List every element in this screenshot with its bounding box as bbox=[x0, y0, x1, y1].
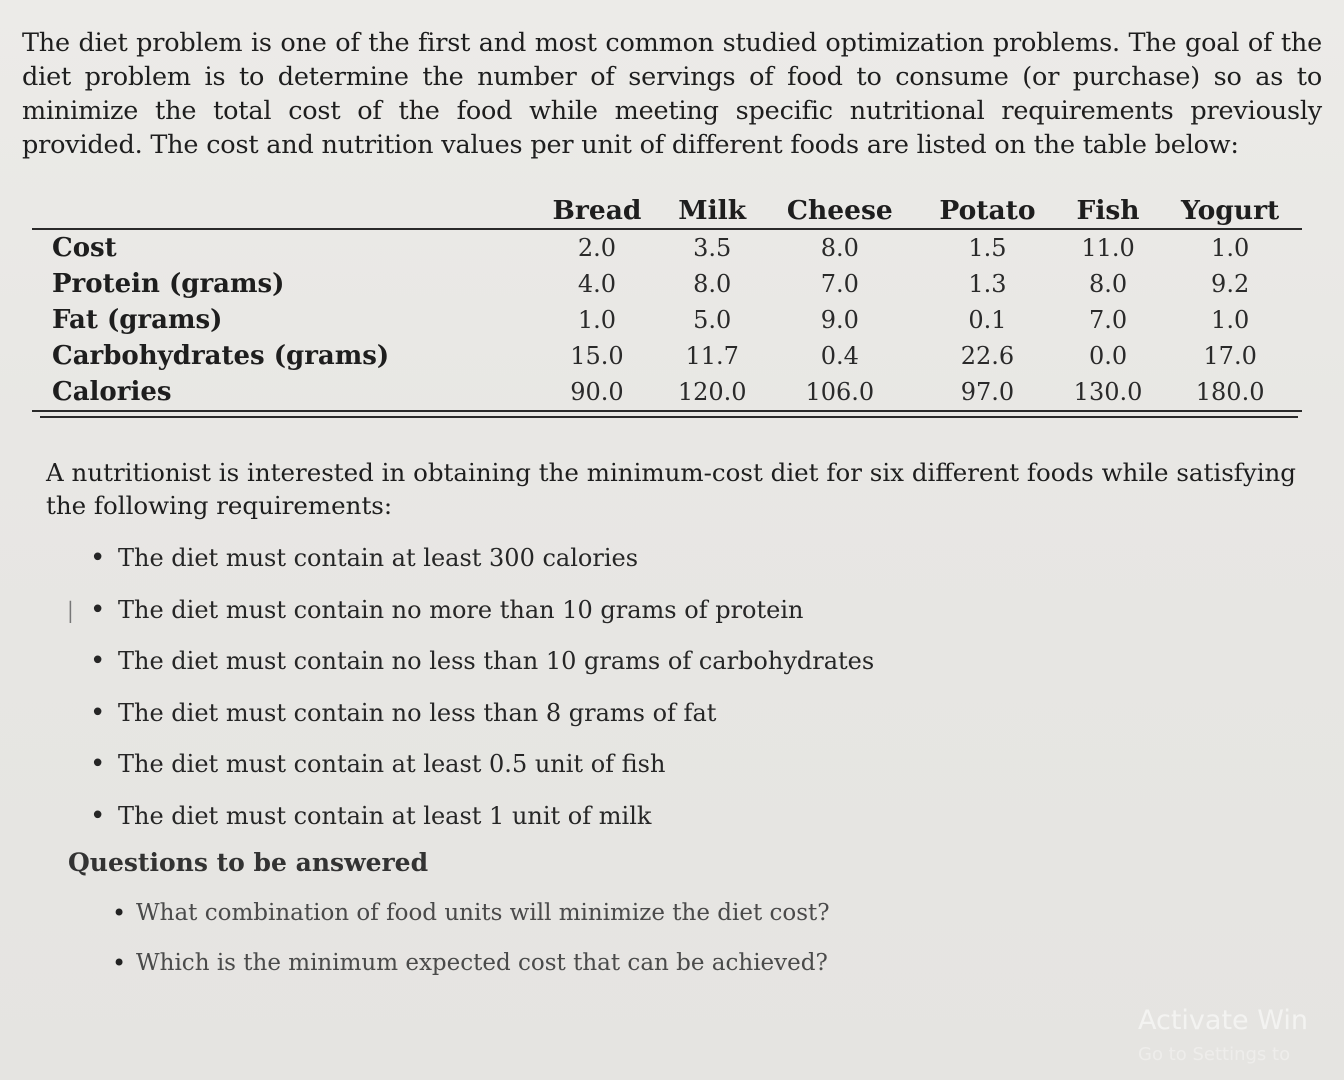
column-header: Bread bbox=[532, 193, 662, 229]
requirements-intro: A nutritionist is interested in obtaining the minimum-cost diet for six different foods while satisfying the following requirements: bbox=[46, 458, 1296, 520]
table-cell: 1.0 bbox=[1211, 234, 1250, 262]
table-cell: 9.0 bbox=[820, 306, 859, 334]
row-label: Calories bbox=[32, 374, 532, 411]
table-cell: 90.0 bbox=[532, 374, 662, 411]
list-item: • What combination of food units will minimize the diet cost? bbox=[112, 895, 830, 945]
questions-list bbox=[112, 895, 830, 995]
column-header: Potato bbox=[917, 193, 1058, 229]
table-cell: 4.0 bbox=[577, 270, 617, 298]
table-cell: 0.0 bbox=[1088, 342, 1128, 370]
list-item: • The diet must contain at least 300 calories bbox=[90, 540, 874, 592]
column-header: Milk bbox=[662, 193, 762, 229]
watermark-line: Activate Win bbox=[1138, 1005, 1308, 1036]
table-bottom-rule bbox=[40, 410, 1298, 418]
list-item: • The diet must contain at least 0.5 unit of fish bbox=[90, 746, 874, 798]
table-cell: 11.0 bbox=[1081, 234, 1135, 262]
requirements-list bbox=[90, 540, 874, 849]
table-cell: 11.7 bbox=[685, 342, 739, 370]
text-cursor-icon: I bbox=[66, 596, 75, 631]
table-cell: 17.0 bbox=[1203, 342, 1257, 370]
list-item: • The diet must contain at least 1 unit of milk bbox=[90, 798, 874, 850]
row-label: Carbohydrates (grams) bbox=[52, 341, 390, 371]
column-header: Yogurt bbox=[1158, 193, 1302, 229]
table-cell: 0.4 bbox=[820, 342, 859, 370]
table-row bbox=[32, 229, 1302, 266]
table-cell: 2.0 bbox=[577, 234, 617, 262]
table-cell: 8.0 bbox=[693, 270, 732, 298]
table-cell: 1.0 bbox=[577, 306, 617, 334]
column-header: Cheese bbox=[762, 193, 917, 229]
table-cell: 3.5 bbox=[693, 234, 732, 262]
list-item: • Which is the minimum expected cost that can be achieved? bbox=[112, 945, 830, 995]
row-label: Fat (grams) bbox=[52, 305, 223, 335]
table-cell: 106.0 bbox=[762, 374, 917, 411]
list-item: • The diet must contain no less than 8 grams of fat bbox=[90, 695, 874, 747]
table-cell: 120.0 bbox=[662, 374, 762, 411]
table-header-row bbox=[32, 193, 1302, 229]
table-cell: 15.0 bbox=[570, 342, 624, 370]
table-cell: 8.0 bbox=[820, 234, 859, 262]
table-cell: 97.0 bbox=[917, 374, 1058, 411]
column-header: Fish bbox=[1058, 193, 1158, 229]
questions-heading: Questions to be answered bbox=[68, 848, 429, 877]
table-cell: 1.5 bbox=[968, 234, 1007, 262]
list-item: • The diet must contain no less than 10 grams of carbohydrates bbox=[90, 643, 874, 695]
table-cell: 180.0 bbox=[1158, 374, 1302, 411]
table-cell: 5.0 bbox=[693, 306, 732, 334]
table-cell: 130.0 bbox=[1058, 374, 1158, 411]
header-blank-cell bbox=[32, 193, 532, 229]
row-label: Protein (grams) bbox=[52, 269, 285, 299]
table-row bbox=[32, 374, 1302, 411]
table-cell: 22.6 bbox=[960, 342, 1015, 370]
watermark-line: Go to Settings to bbox=[1138, 1044, 1291, 1065]
table-cell: 9.2 bbox=[1211, 270, 1250, 298]
table-cell: 7.0 bbox=[1088, 306, 1128, 334]
table-cell: 7.0 bbox=[820, 270, 859, 298]
table-cell: 1.3 bbox=[968, 270, 1007, 298]
list-item: • The diet must contain no more than 10 grams of protein bbox=[90, 592, 874, 644]
activation-watermark bbox=[1138, 1004, 1308, 1072]
row-label: Cost bbox=[52, 233, 117, 263]
table-row bbox=[32, 266, 1302, 302]
table-cell: 8.0 bbox=[1088, 270, 1128, 298]
intro-paragraph: The diet problem is one of the first and most common studied optimization problems. The goal of the diet problem is to determine the number of servings of food to consume (or purchase) so as to minimize the total cost of the food while meeting specific nutritional requirements previously provided. The cost and nutrition values per unit of different foods are listed on the table below: bbox=[22, 28, 1322, 160]
table-cell: 0.1 bbox=[968, 306, 1007, 334]
table-row bbox=[32, 338, 1302, 374]
nutrition-table bbox=[32, 193, 1302, 412]
table-cell: 1.0 bbox=[1211, 306, 1250, 334]
table-row bbox=[32, 302, 1302, 338]
